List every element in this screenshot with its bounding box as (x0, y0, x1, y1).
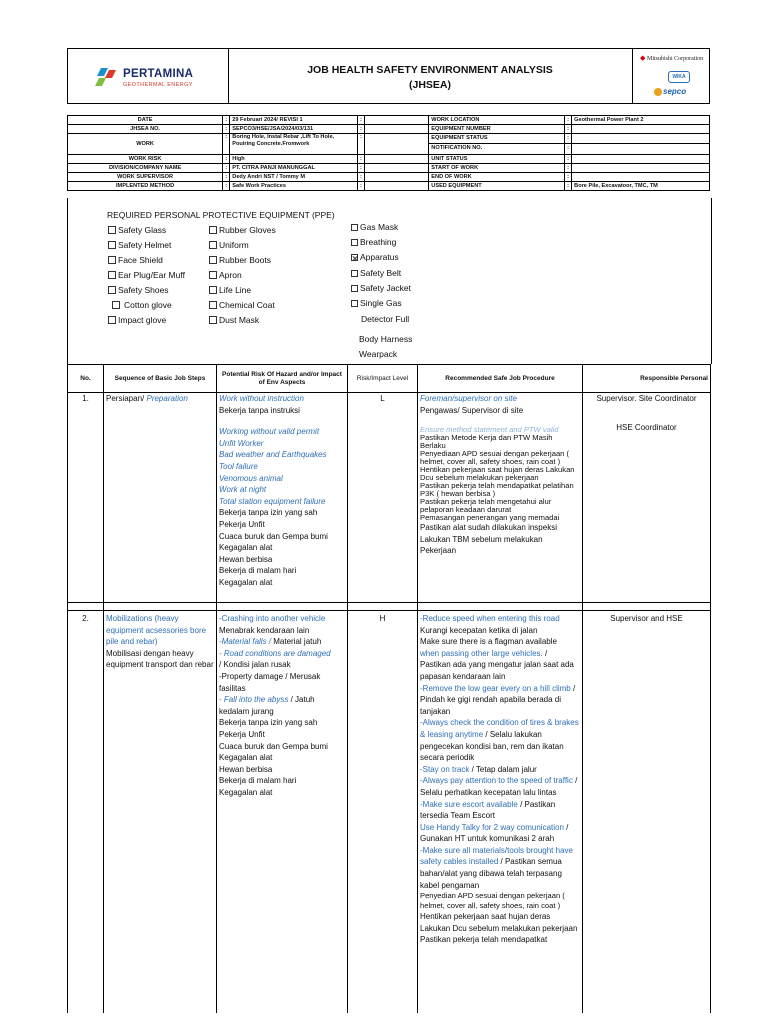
info-row (68, 173, 710, 182)
checked-checkbox-icon[interactable] (351, 254, 358, 261)
row-number: 2. (68, 611, 104, 1014)
procedure-id: / Pastikan semua bahan/alat yang dibawa telah terpasang kabel pengaman (420, 857, 562, 890)
procedure-id: Hentikan pekerjaan saat hujan deras Lakukan Dcu sebelum melakukan pekerjaan (420, 465, 575, 483)
info-value: Geothermal Power Plant 2 (572, 116, 710, 125)
risk-id: -Property damage / Merusak fasilitas (219, 671, 321, 693)
checkbox-icon[interactable] (351, 224, 358, 231)
ppe-checkbox-item[interactable] (209, 315, 259, 325)
procedure-id: / Selalu lakukan pengecekan kondisi ban, rem dan ikatan secara periodik (420, 729, 564, 763)
checkbox-icon[interactable] (209, 316, 217, 324)
info-empty (365, 134, 429, 155)
checkbox-icon[interactable] (209, 286, 217, 294)
info-row (68, 155, 710, 164)
procedure-id: / Tetap dalam jalur (471, 764, 537, 774)
table-row (68, 393, 711, 603)
info-colon: : (565, 116, 572, 125)
ppe-label: Safety Shoes (118, 285, 169, 295)
info-value-stack (572, 134, 710, 155)
info-colon: : (223, 155, 230, 164)
pertamina-logo (68, 49, 229, 103)
risk-level: L (348, 393, 418, 603)
header-steps: Sequence of Basic Job Steps (104, 365, 217, 393)
company-name: PERTAMINA (123, 68, 194, 80)
procedure-en: Foreman/supervisor on site (420, 394, 517, 403)
ppe-checkbox-item[interactable] (351, 283, 411, 293)
procedure-line (420, 845, 580, 891)
ppe-label: Dust Mask (219, 315, 260, 325)
checkbox-icon[interactable] (108, 271, 116, 279)
checkbox-icon[interactable] (209, 241, 217, 249)
procedure-id: Kurangi kecepatan ketika di jalan (420, 625, 538, 635)
info-row (68, 182, 710, 191)
checkbox-icon[interactable] (108, 241, 116, 249)
info-value (572, 125, 710, 134)
risk-en: Work at night (219, 485, 267, 495)
procedure-en: -Make sure all materials/tools brought have safety cables installed (420, 845, 573, 867)
risk-id: Pekerja Unfit (219, 519, 265, 529)
ppe-checkbox-item[interactable] (108, 225, 166, 235)
risk-id: Bekerja tanpa izin yang sah (219, 508, 318, 518)
info-label: UNIT STATUS (429, 155, 565, 164)
header-responsible: Responsible Personal (583, 365, 711, 393)
risk-id: Cuaca buruk dan Gempa bumi (219, 741, 328, 751)
job-step-id: Persiapan/ (106, 394, 145, 403)
procedure-id: / Gunakan HT untuk komunikasi 2 arah (420, 822, 569, 844)
procedure-id: / Pastikan tersedia Team Escort (420, 799, 556, 821)
procedure-cell (418, 393, 583, 603)
ppe-checkbox-item[interactable] (108, 270, 185, 280)
responsible-person: Supervisor and HSE (583, 611, 711, 1014)
procedure-id: Pastikan pekerja telah mendapatkat (420, 935, 548, 945)
checkbox-icon[interactable] (112, 301, 120, 309)
ppe-title: REQUIRED PERSONAL PROTECTIVE EQUIPMENT (PPE) (107, 210, 335, 220)
ppe-label: Single Gas (360, 298, 402, 308)
procedure-id: Make sure there is a flagman available (420, 637, 557, 647)
info-label: END OF WORK (429, 173, 565, 182)
procedure-cell (418, 611, 583, 1014)
procedure-line (420, 775, 580, 798)
info-label: JHSEA NO. (68, 125, 223, 134)
ppe-label: Apparatus (360, 252, 399, 262)
info-colon: : (565, 173, 572, 182)
info-colon: : (223, 164, 230, 173)
ppe-label-continued: Body Harness (359, 334, 413, 344)
ppe-checkbox-item[interactable] (351, 268, 401, 278)
procedure-id: Lakukan TBM sebelum melakukan Pekerjaan (420, 534, 543, 556)
info-value (572, 134, 709, 144)
pertamina-logo-icon (95, 66, 121, 88)
work-info-table (67, 115, 710, 191)
ppe-checkbox-item[interactable] (209, 240, 249, 250)
procedure-id: Penyediaan APD sesuai dengan pekerjaan ( helmet, cover all, safety shoes, rain coat ) (420, 449, 570, 467)
procedure-id: Pastikan Metode Kerja dan PTW Masih Berlaku (420, 433, 553, 451)
info-label: DIVISION/COMPANY NAME (68, 164, 223, 173)
info-label: IMPLENTED METHOD (68, 182, 223, 191)
procedure-en: Use Handy Talky for 2 way comunication (420, 822, 564, 832)
info-label: WORK LOCATION (429, 116, 565, 125)
ppe-checkbox-item[interactable] (209, 270, 242, 280)
info-value (572, 173, 710, 182)
document-subtitle: (JHSEA) (408, 79, 451, 91)
info-row (68, 134, 710, 155)
procedure-line (420, 822, 580, 845)
ppe-label: Ear Plug/Ear Muff (118, 270, 185, 280)
risk-id: / Kondisi jalan rusak (219, 660, 291, 670)
procedure-id: Hentikan pekerjaan saat hujan deras (420, 912, 551, 922)
risk-id: Bekerja tanpa instruksi (219, 405, 300, 415)
company-subtitle: GEOTHERMAL ENERGY (123, 82, 193, 88)
job-step-en: Preparation (146, 394, 188, 403)
risk-cell (217, 611, 348, 1014)
procedure-id: / Selalu perhatikan kecepatan lalu lintas (420, 776, 578, 797)
risk-en: Work without instruction (219, 394, 304, 403)
info-label: NOTIFICATION NO. (431, 145, 483, 151)
info-value: 29 Februari 2024/ REVISI 1 (230, 116, 358, 125)
risk-id: Bekerja di malam hari (219, 776, 297, 786)
ppe-label: Rubber Boots (219, 255, 271, 265)
document-title: JOB HEALTH SAFETY ENVIRONMENT ANALYSIS (307, 64, 553, 76)
procedure-id: Penyedian APD sesuai dengan pekerjaan ( helmet, cover all, safety shoes, rain coat ) (420, 891, 565, 911)
info-value: Safe Work Practices (230, 182, 358, 191)
info-colon: : (565, 134, 571, 144)
risk-id: Pekerja Unfit (219, 729, 265, 739)
risk-level: H (348, 611, 418, 1014)
info-label: START OF WORK (429, 164, 565, 173)
procedure-line (420, 683, 580, 718)
job-step-cell (104, 393, 217, 603)
info-row (68, 164, 710, 173)
info-value (572, 155, 710, 164)
info-colon: : (357, 116, 364, 125)
row-number: 1. (68, 393, 104, 603)
risk-id: Cuaca buruk dan Gempa bumi (219, 531, 328, 541)
info-colon: : (357, 173, 364, 182)
checkbox-icon[interactable] (351, 300, 358, 307)
risk-id: Kegagalan alat (219, 753, 273, 763)
info-colon: : (357, 125, 364, 134)
ppe-label: Gas Mask (360, 222, 399, 232)
sepco-logo (654, 87, 686, 96)
ppe-checkbox-item[interactable] (112, 300, 172, 310)
procedure-id: Pastikan pekerja telah mendapatkat pelatihan P3K ( hewan berbisa ) (420, 481, 574, 499)
ppe-checkbox-item[interactable] (209, 285, 251, 295)
checkbox-icon[interactable] (209, 271, 217, 279)
document-title-box (228, 49, 633, 103)
info-label: DATE (68, 116, 223, 125)
risk-id: Hewan berbisa (219, 554, 273, 564)
checkbox-icon[interactable] (108, 226, 116, 234)
procedure-line (420, 799, 580, 822)
procedure-id: / Pindah ke gigi rendah apabila berada di tanjakan (420, 683, 576, 716)
checkbox-icon[interactable] (108, 286, 116, 294)
info-value: Boring Hole, Instal Rebar ,Lift To Hole, Pouiring Concrete.Fromwork (230, 134, 358, 155)
table-row (68, 611, 711, 1014)
document-header (67, 48, 710, 104)
risk-en: Bad weather and Earthquakes (219, 450, 327, 460)
info-empty (365, 182, 429, 191)
ppe-checkbox-item[interactable] (108, 285, 169, 295)
ppe-section (67, 198, 712, 364)
info-label: WORK (68, 134, 223, 155)
ppe-checkbox-item[interactable] (351, 252, 399, 262)
info-colon: : (567, 145, 570, 151)
procedure-en: Ensure method statement and PTW valid (420, 425, 559, 435)
responsible-person: HSE Coordinator (616, 422, 677, 432)
procedure-line (420, 648, 580, 683)
risk-id: Menabrak kendaraan lain (219, 625, 310, 635)
info-colon: : (223, 125, 230, 134)
procedure-en: -Always check the condition of tires & brakes & leasing anytime (420, 718, 579, 739)
risk-id: / Jatuh kedalam jurang (219, 695, 315, 716)
info-colon: : (357, 182, 364, 191)
mitsubishi-name: Mitsubishi Corporation (647, 56, 704, 62)
procedure-en: -Reduce speed when entering this road (420, 614, 560, 623)
procedure-line (420, 764, 580, 776)
risk-en: - Fall into the abyss (219, 695, 289, 705)
risk-id: Bekerja di malam hari (219, 566, 297, 576)
info-row (68, 116, 710, 125)
risk-line (219, 694, 345, 717)
sepco-mark-icon (654, 88, 662, 96)
procedure-en: -Always pay attention to the speed of traffic (420, 776, 573, 786)
info-value: PT. CITRA PANJI MANUNGGAL (230, 164, 358, 173)
ppe-checkbox-item[interactable] (351, 222, 398, 232)
risk-id: Material jatuh (273, 637, 322, 647)
risk-en: Tool failure (219, 461, 258, 471)
info-label: USED EQUIPMENT (429, 182, 565, 191)
info-value: Bore Pile, Excavatoor, TMC, TM (572, 182, 710, 191)
ppe-checkbox-item[interactable] (351, 298, 402, 308)
info-colon: : (565, 155, 572, 164)
risk-line (219, 636, 345, 648)
ppe-label: Safety Helmet (118, 240, 172, 250)
header-no: No. (68, 365, 104, 393)
info-empty (365, 125, 429, 134)
ppe-label: Safety Jacket (360, 283, 412, 293)
ppe-label: Safety Belt (360, 268, 402, 278)
ppe-label-continued: Detector Full (361, 314, 410, 324)
info-label: WORK RISK (68, 155, 223, 164)
ppe-label: Chemical Coat (219, 300, 275, 310)
header-risk: Potential Risk Of Hazard and/or Impact of Env Aspects (217, 365, 348, 393)
mitsubishi-diamond-icon: ◆ (640, 54, 646, 62)
checkbox-icon[interactable] (209, 301, 217, 309)
risk-id: Kegagalan alat (219, 787, 273, 797)
checkbox-icon[interactable] (351, 239, 358, 246)
job-step-id: Mobilisasi dengan heavy equipment transport dan rebar (106, 648, 214, 670)
ppe-label: Life Line (219, 285, 252, 295)
checkbox-icon[interactable] (209, 226, 217, 234)
ppe-checkbox-item[interactable] (108, 315, 166, 325)
risk-cell (217, 393, 348, 603)
procedure-id: Pengawas/ Supervisor di site (420, 405, 524, 415)
sepco-name: sepco (663, 87, 687, 96)
procedure-id: Pastikan alat sudah dilakukan inspeksi (420, 523, 557, 533)
procedure-line (420, 717, 580, 763)
ppe-label: Impact glove (118, 315, 167, 325)
jhsea-table (67, 364, 711, 1013)
risk-id: Kegagalan alat (219, 543, 273, 553)
procedure-en: -Remove the low gear every on a hill climb (420, 683, 571, 693)
info-colon: : (223, 173, 230, 182)
header-procedure: Recommended Safe Job Procedure (418, 365, 583, 393)
partner-logos (632, 49, 710, 103)
info-colon-stack (565, 134, 572, 155)
info-colon: : (357, 155, 364, 164)
procedure-id: Pastikan pekerja telah mengetahui alur pelaporan keadaan darurat (420, 497, 552, 515)
procedure-id: Pemasangan penerangan yang memadai (420, 513, 560, 523)
ppe-label: Breathing (360, 237, 397, 247)
info-row (68, 125, 710, 134)
info-label: WORK SUPERVISOR (68, 173, 223, 182)
info-colon: : (357, 134, 364, 155)
ppe-label: Rubber Gloves (219, 225, 276, 235)
ppe-label: Apron (219, 270, 242, 280)
checkbox-icon[interactable] (351, 270, 358, 277)
risk-id: Hewan berbisa (219, 764, 273, 774)
info-colon: : (357, 164, 364, 173)
risk-en: -Material falls / (219, 637, 272, 647)
procedure-id: Lakukan Dcu sebelum melakukan pekerjaan (420, 923, 578, 933)
checkbox-icon[interactable] (108, 256, 116, 264)
risk-en: Venomous animal (219, 473, 283, 483)
table-spacer-row (68, 603, 711, 611)
risk-id: Kegagalan alat (219, 577, 273, 587)
risk-id: Bekerja tanpa izin yang sah (219, 718, 318, 728)
info-value (572, 144, 709, 153)
risk-en: Total station equipment failure (219, 496, 326, 506)
checkbox-icon[interactable] (108, 316, 116, 324)
ppe-label: Uniform (219, 240, 249, 250)
procedure-en: -Make sure escort available (420, 799, 518, 809)
ppe-checkbox-item[interactable] (108, 240, 171, 250)
info-colon: : (223, 116, 230, 125)
ppe-checkbox-item[interactable] (209, 255, 271, 265)
ppe-label: Face Shield (118, 255, 163, 265)
wika-logo: WIKA (668, 71, 690, 83)
ppe-label-continued: Wearpack (359, 349, 398, 359)
header-level: Risk/Impact Level (348, 365, 418, 393)
risk-en: -Crashing into another vehicle (219, 614, 326, 623)
ppe-checkbox-item[interactable] (209, 300, 275, 310)
ppe-checkbox-item[interactable] (351, 237, 396, 247)
mitsubishi-logo (640, 55, 703, 62)
info-value (572, 164, 710, 173)
info-empty (365, 173, 429, 182)
checkbox-icon[interactable] (209, 256, 217, 264)
job-step-cell (104, 611, 217, 1014)
info-colon: : (565, 182, 572, 191)
info-value: High (230, 155, 358, 164)
info-label-stack (429, 134, 565, 155)
info-colon: : (223, 134, 230, 155)
info-colon: : (565, 164, 572, 173)
table-header-row (68, 365, 711, 393)
risk-en: Working without valid permit (219, 427, 320, 437)
info-label: EQUIPMENT STATUS (429, 134, 564, 144)
responsible-person: Supervisor. Site Coordinator (596, 394, 697, 403)
info-colon: : (565, 125, 572, 134)
procedure-line (420, 613, 580, 636)
info-colon: : (223, 182, 230, 191)
job-step-en: Mobilizations (heavy equipment acsessories bore pile and rebar) (106, 614, 207, 647)
ppe-checkbox-item[interactable] (209, 225, 276, 235)
info-empty (365, 116, 429, 125)
procedure-en: -Stay on track (420, 764, 470, 774)
ppe-label: Safety Glass (118, 225, 167, 235)
info-empty (365, 164, 429, 173)
info-empty (365, 155, 429, 164)
info-label: EQUIPMENT NUMBER (429, 125, 565, 134)
info-value: SEPCO3/HSE/JSA/2024/03/131 (230, 125, 358, 134)
checkbox-icon[interactable] (351, 285, 358, 292)
info-value: Dedy Andri NST / Tommy M (230, 173, 358, 182)
responsible-cell (583, 393, 711, 603)
risk-en: - Road conditions are damaged (219, 648, 331, 658)
ppe-checkbox-item[interactable] (108, 255, 163, 265)
ppe-label: Cotton glove (124, 300, 172, 310)
procedure-id: / Pastikan ada yang mengatur jalan saat ada papasan kendaraan lain (420, 648, 574, 681)
risk-en: Unfit Worker (219, 438, 264, 448)
procedure-en: when passing other large vehicles. (420, 648, 543, 658)
